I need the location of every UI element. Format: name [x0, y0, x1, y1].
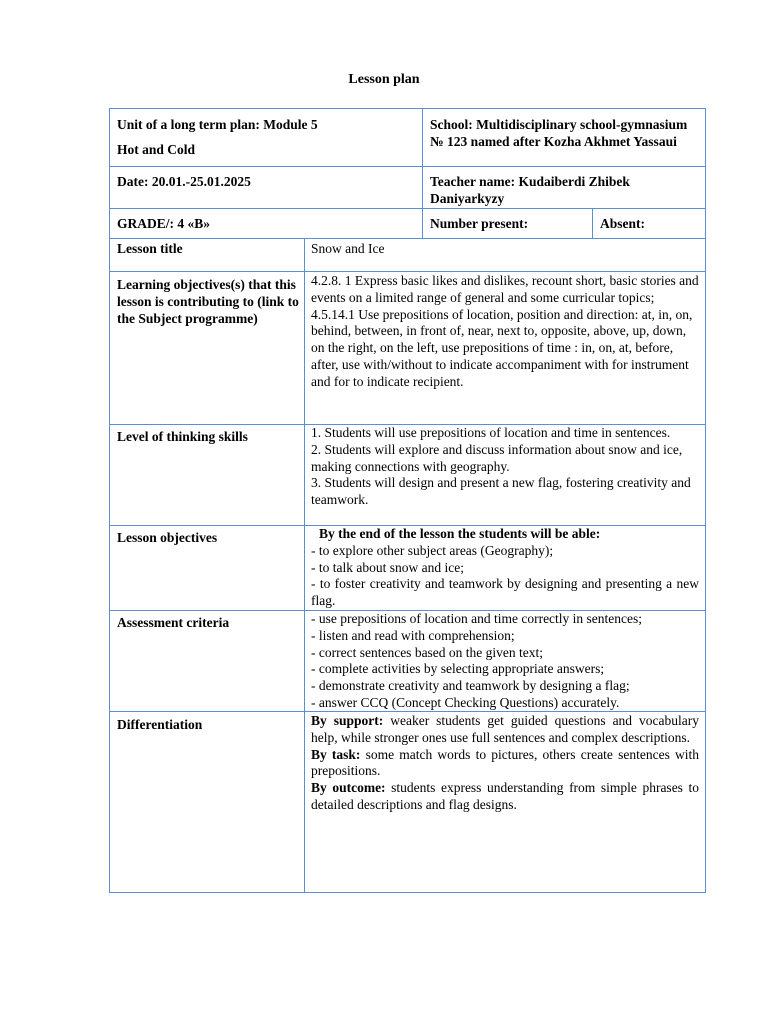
- skill-line: 1. Students will use prepositions of location and time in sentences.: [311, 425, 671, 440]
- criteria-item: - use prepositions of location and time correctly in sentences;: [311, 611, 643, 626]
- differentiation-label: Differentiation: [117, 717, 203, 732]
- unit-cell: [117, 117, 415, 159]
- skill-line: 2. Students will explore and discuss information about snow and ice, making connections with geography.: [311, 441, 683, 474]
- objective-line: 4.2.8. 1 Express basic likes and dislikes, recount short, basic stories and events on a limited range of general and some curricular topics;: [311, 273, 699, 305]
- assessment-value: [311, 611, 703, 712]
- learning-objectives-value: [311, 273, 701, 391]
- diff-outcome-text: students express understanding from simple phrases to detailed descriptions and flag designs.: [311, 780, 700, 812]
- criteria-item: - correct sentences based on the given text;: [311, 644, 544, 660]
- number-present-cell: Number present:: [430, 216, 529, 231]
- diff-support-text: weaker students get guided questions and vocabulary help, while stronger ones use full sentences and complex descriptions.: [311, 713, 700, 745]
- column-divider: [422, 108, 423, 238]
- diff-support: [311, 713, 699, 747]
- criteria-item: - complete activities by selecting appropriate answers;: [311, 661, 605, 677]
- row-divider: [109, 238, 706, 239]
- diff-outcome-label: By outcome:: [311, 780, 386, 796]
- row-divider: [109, 271, 706, 272]
- differentiation-value: [311, 713, 699, 814]
- grade-cell: GRADE/: 4 «B»: [117, 216, 211, 231]
- column-divider: [304, 238, 305, 893]
- learning-objectives-label: Learning objectives(s) that this lesson is contributing to (link to the Subject programme): [117, 277, 299, 326]
- school-cell: School: Multidisciplinary school-gymnasium № 123 named after Kozha Akhmet Yassaui: [430, 117, 688, 149]
- criteria-item: - answer CCQ (Concept Checking Questions) accurately.: [311, 694, 620, 710]
- thinking-skills-label: Level of thinking skills: [117, 429, 248, 444]
- unit-label: Unit of a long term plan: Module 5: [117, 117, 318, 132]
- thinking-skills-value: [311, 425, 701, 509]
- diff-task-text: some match words to pictures, others create sentences with prepositions.: [311, 746, 699, 779]
- objective-item: - to explore other subject areas (Geography);: [311, 542, 554, 558]
- lesson-objectives-label: Lesson objectives: [117, 530, 218, 545]
- lesson-title-value: Snow and Ice: [311, 241, 385, 256]
- column-divider: [592, 208, 593, 238]
- date-cell: Date: 20.01.-25.01.2025: [117, 174, 251, 189]
- absent-cell: Absent:: [600, 216, 646, 231]
- diff-task-label: By task:: [311, 746, 361, 762]
- objective-line: 4.5.14.1 Use prepositions of location, position and direction: at, in, on, behind, between, in front of, near, next to, opposite, above, up, down, on the right, on the left, use prepositions of time : in, on, at, before, after, use with/without to indicate accompaniment with for instrument and for to indicate recipient.: [311, 306, 693, 389]
- objectives-intro: By the end of the lesson the students will be able:: [319, 526, 601, 541]
- diff-support-label: By support:: [311, 713, 384, 728]
- teacher-cell: Teacher name: Kudaiberdi Zhibek Daniyarkyzy: [430, 174, 630, 206]
- diff-outcome: [311, 780, 699, 814]
- diff-task: [311, 747, 699, 781]
- row-divider: [109, 166, 706, 167]
- criteria-item: - listen and read with comprehension;: [311, 627, 515, 643]
- page-title: Lesson plan: [348, 72, 420, 87]
- objective-item: - to foster creativity and teamwork by designing and presenting a new flag.: [311, 576, 699, 609]
- unit-name: Hot and Cold: [117, 141, 196, 157]
- objective-item: - to talk about snow and ice;: [311, 559, 464, 575]
- lesson-objectives-value: [311, 526, 699, 610]
- skill-line: 3. Students will design and present a new flag, fostering creativity and teamwork.: [311, 475, 691, 508]
- lesson-title-label: Lesson title: [117, 241, 183, 256]
- row-divider: [109, 208, 706, 209]
- assessment-label: Assessment criteria: [117, 615, 230, 630]
- criteria-item: - demonstrate creativity and teamwork by designing a flag;: [311, 678, 630, 694]
